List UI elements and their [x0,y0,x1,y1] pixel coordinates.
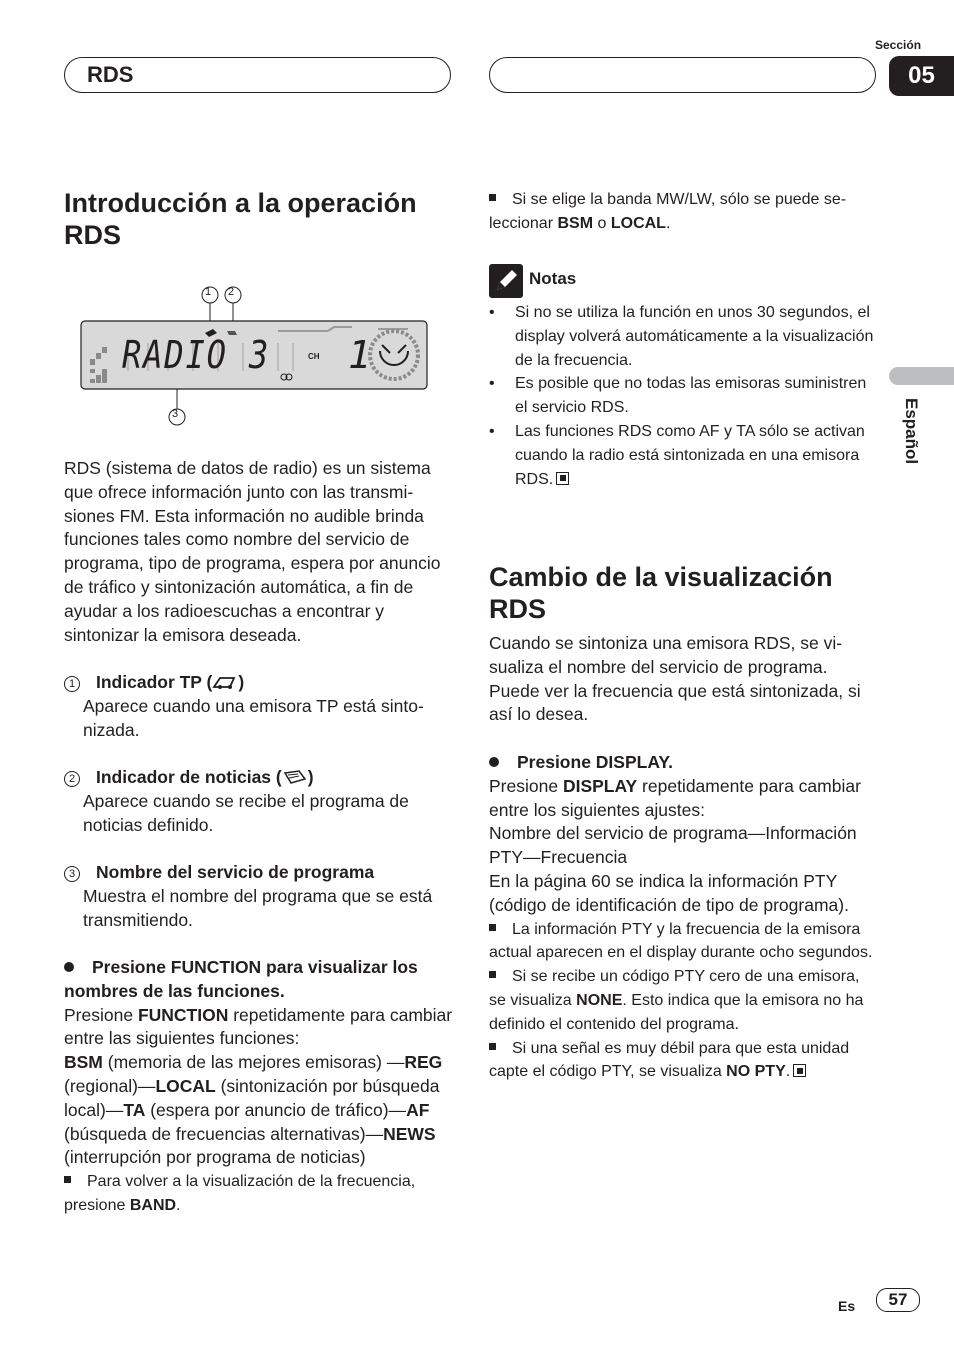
header-right-pill [489,57,876,93]
callout-1: 1 [205,286,212,298]
display-ch: CH [308,352,320,361]
square-bullet-icon [489,924,496,931]
square-bullet-icon [489,194,496,201]
language-tab [889,367,954,385]
pty-note-3: Si una señal es muy débil para que esta unidad capte el código PTY, se visualiza NO PTY. [489,1039,850,1081]
mw-lw-note: Si se elige la banda MW/LW, sólo se puede seleccionar BSM o LOCAL. [489,191,847,232]
item-2-title: Indicador de noticias ( [96,767,282,787]
display-step-line-2: Nombre del servicio de programa—Información PTY—Frecuencia [489,823,857,868]
page-number: 57 [876,1288,920,1312]
item-1-title-end: ) [238,672,245,692]
intro-paragraph: RDS (sistema de datos de radio) es un sistema que ofrece información junto con las transmisiones FM. Esta información no audible brinda funciones tales como nombre del servicio de programa, tipo de programa, espera por anuncio de tráfico y sintonización automática, a fin de ayudar a los radioescuchas a encontrar y sintonizar la emisora deseada. [64,458,441,645]
language-label: Español [902,398,921,465]
intro-heading: Introducción a la operación RDS [64,188,417,250]
item-2-number: 2 [64,771,80,787]
square-bullet-icon [489,971,496,978]
note-item: • Es posible que no todas las emisoras suministren el servicio RDS. [489,375,867,417]
notes-title: Notas [529,269,577,288]
pty-note-1: La información PTY y la frecuencia de la emisora actual aparecen en el display durante ocho segundos. [489,920,873,962]
header-left-pill [64,57,451,93]
display-step-line-1: Presione DISPLAY repetidamente para cambiar entre los siguientes ajustes: [489,775,861,820]
display-num: 1 [348,333,371,377]
item-3-number: 3 [64,866,80,882]
footer-lang: Es [838,1298,856,1314]
note-item: • Si no se utiliza la función en unos 30 segundos, el display volverá automáticamente a la visualización de la frecuencia. [489,304,874,369]
item-3 [64,861,454,932]
bullet-icon [64,962,74,972]
callout-3: 3 [172,408,179,420]
item-2-title-end: ) [307,767,314,787]
display-step-title: Presione DISPLAY. [489,751,879,775]
display-change-heading: Cambio de la visualización RDS [489,562,833,624]
function-step-body: Presione FUNCTION repetidamente para cambiar entre las siguientes funciones: BSM (memoria de las mejores emisoras) —REG (regional)—LOCAL (sintonización por búsqueda local)—TA (espera por anuncio de tráfico)—AF (búsqueda de frecuencias alternativas)—NEWS (interrupción por programa de noticias) [64,1004,453,1168]
note-pencil-icon [489,264,523,298]
tp-icon [212,674,238,690]
section-label: Sección [875,38,922,52]
item-1-title: Indicador TP ( [96,672,213,692]
section-number: 05 [889,56,954,96]
display-step-line-3: En la página 60 se indica la información PTY (código de identificación de tipo de programa). [489,870,849,915]
item-1 [64,671,454,742]
radio-display-figure [78,283,430,428]
display-step [489,751,879,1084]
callout-2: 2 [228,286,235,298]
notes-title-row [489,264,879,298]
function-step-title: Presione FUNCTION para visualizar los nombres de las funciones. [64,957,418,1001]
item-3-title: Nombre del servicio de programa [96,862,375,882]
item-1-number: 1 [64,676,80,692]
display-main-text: RADIO 3 [122,333,271,377]
item-3-desc: Muestra el nombre del programa que se está transmitiendo. [83,885,433,930]
pty-note-2: Si se recibe un código PTY cero de una emisora, se visualiza NONE. Esto indica que la emisora no ha definido el contenido del programa. [489,968,864,1033]
square-bullet-icon [64,1176,71,1183]
end-mark-icon [793,1064,806,1077]
item-2-desc: Aparece cuando se recibe el programa de noticias definido. [83,790,409,835]
item-2 [64,766,454,837]
header-title: RDS [87,62,134,87]
end-mark-icon [556,472,569,485]
news-icon [282,769,308,785]
item-1-desc: Aparece cuando una emisora TP está sintonizada. [83,695,424,740]
note-item: • Las funciones RDS como AF y TA sólo se activan cuando la radio está sintonizada en una emisora RDS. [489,422,865,488]
bullet-icon [489,757,499,767]
function-step [64,956,454,1218]
notes-list [489,301,879,491]
band-note: Para volver a la visualización de la frecuencia, presione BAND. [64,1173,416,1214]
display-intro: Cuando se sintoniza una emisora RDS, se visualiza el nombre del servicio de programa. Puede ver la frecuencia que está sintonizada, si así lo desea. [489,633,861,725]
square-bullet-icon [489,1043,496,1050]
